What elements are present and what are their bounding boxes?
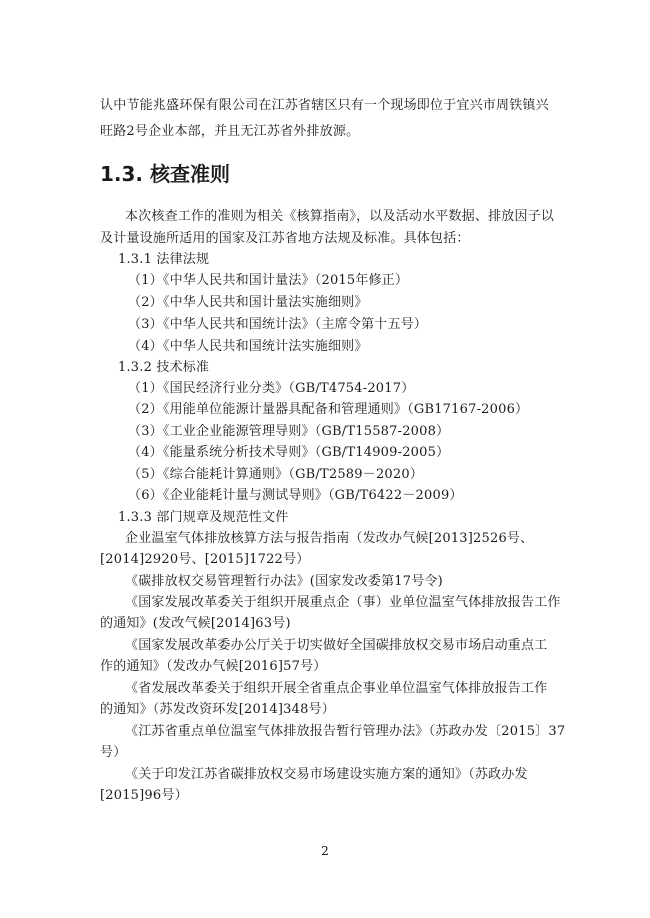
law-item: （3）《中华人民共和国统计法》（主席令第十五号） [128,317,428,332]
standard-item: （1）《国民经济行业分类》（GB/T4754-2017） [128,381,415,396]
regulations-title: 1.3.3 部门规章及规范性文件 [118,510,289,525]
section-para-line-2: 及计量设施所适用的国家及江苏省地方法规及标准。具体包括： [100,231,470,246]
regulation-line: 《省发展改革委关于组织开展全省重点企事业单位温室气体排放报告工作 [125,681,548,696]
section-heading: 1.3. 核查准则 [100,162,230,186]
regulation-line: [2015]96号） [100,788,188,803]
standards-title: 1.3.2 技术标准 [118,360,210,375]
standard-item: （6）《企业能耗计量与测试导则》（GB/T6422－2009） [128,488,463,503]
regulation-line: 《碳排放权交易管理暂行办法》(国家发改委第17号令) [125,574,443,589]
standard-item: （2）《用能单位能源计量器具配备和管理通则》（GB17167-2006） [128,402,529,417]
regulation-line: 《国家发展改革委关于组织开展重点企（事）业单位温室气体排放报告工作 [125,595,561,610]
regulation-line: 《关于印发江苏省碳排放权交易市场建设实施方案的通知》（苏政办发 [125,767,528,782]
regulation-line: 《江苏省重点单位温室气体排放报告暂行管理办法》（苏政办发〔2015〕37 [125,724,566,739]
intro-line-1: 认中节能兆盛环保有限公司在江苏省辖区只有一个现场即位于宜兴市周铁镇兴 [100,98,549,113]
regulation-line: 号） [100,745,127,760]
regulation-line: 企业温室气体排放核算方法与报告指南（发改办气候[2013]2526号、 [125,531,534,546]
standard-item: （3）《工业企业能源管理导则》（GB/T15587-2008） [128,424,450,439]
standard-item: （4）《能量系统分析技术导则》（GB/T14909-2005） [128,445,450,460]
regulation-line: 《国家发展改革委办公厅关于切实做好全国碳排放权交易市场启动重点工 [125,638,548,653]
regulation-line: 的通知》(发改气候[2014]63号) [100,616,291,631]
law-item: （1）《中华人民共和国计量法》（2015年修正） [128,273,409,288]
section-para-line-1: 本次核查工作的准则为相关《核算指南》，以及活动水平数据、排放因子以 [125,209,555,224]
law-item: （4）《中华人民共和国统计法实施细则》 [128,339,368,354]
standard-item: （5）《综合能耗计算通则》（GB/T2589－2020） [128,467,424,482]
page-number: 2 [321,844,329,858]
regulation-line: [2014]2920号、[2015]1722号） [100,552,310,567]
regulation-line: 的通知》（苏发改资环发[2014]348号） [100,702,335,717]
law-item: （2）《中华人民共和国计量法实施细则》 [128,295,368,310]
regulation-line: 作的通知》（发改办气候[2016]57号） [100,659,327,674]
laws-title: 1.3.1 法律法规 [118,252,210,267]
intro-line-2: 旺路2号企业本部，并且无江苏省外排放源。 [100,124,360,139]
